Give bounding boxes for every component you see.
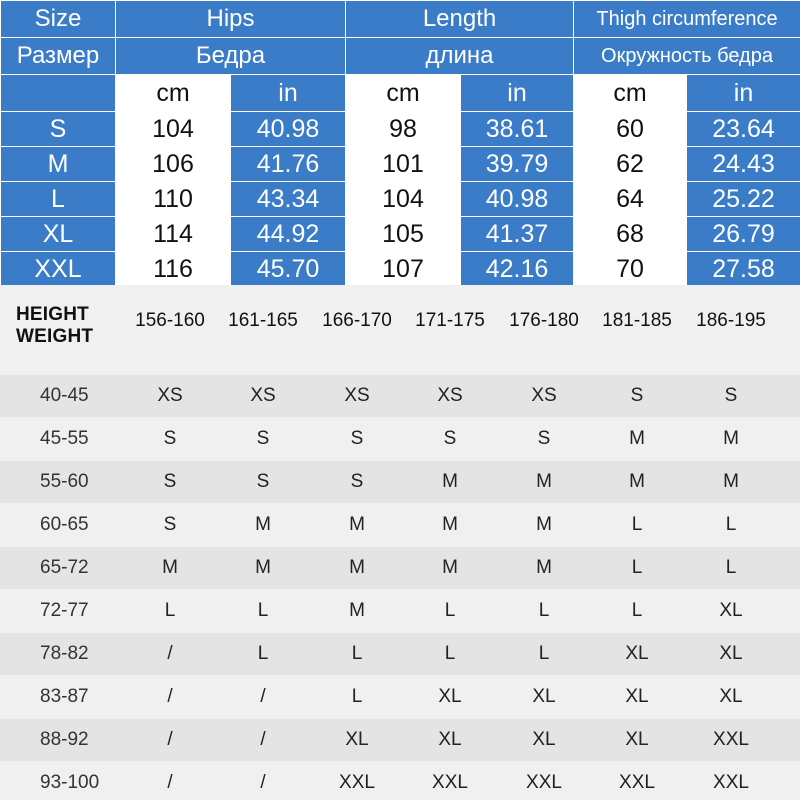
height-range: 166-170 (312, 310, 402, 332)
size-cell: S (592, 385, 682, 407)
size-cell: M (405, 557, 495, 579)
weight-range: 88-92 (40, 729, 89, 751)
size-cell: / (218, 729, 308, 751)
size-cell: XS (405, 385, 495, 407)
measurement-cell: 26.79 (687, 217, 800, 252)
size-header-ru: Размер (1, 38, 116, 75)
thigh-header-ru: Окружность бедра (574, 38, 800, 75)
measurement-cell: 116 (116, 252, 231, 287)
length-header: Length (346, 1, 574, 38)
fit-chart (0, 285, 800, 800)
size-cell: XXL (499, 772, 589, 794)
size-cell: S (218, 428, 308, 450)
measurement-cell: 60 (574, 112, 687, 147)
measurement-cell: 41.37 (461, 217, 574, 252)
size-cell: M (499, 471, 589, 493)
measurement-cell: 68 (574, 217, 687, 252)
weight-label: WEIGHT (16, 326, 93, 348)
weight-range: 93-100 (40, 772, 99, 794)
weight-range: 83-87 (40, 686, 89, 708)
fit-row (0, 719, 800, 761)
weight-range: 60-65 (40, 514, 89, 536)
measurement-cell: 45.70 (231, 252, 346, 287)
length-header-ru: длина (346, 38, 574, 75)
unit-cell: cm (346, 75, 461, 112)
size-cell: L (312, 643, 402, 665)
units-row (1, 75, 800, 112)
size-cell: S (218, 471, 308, 493)
measurement-cell: 114 (116, 217, 231, 252)
measurement-cell: 39.79 (461, 147, 574, 182)
size-cell: M (499, 514, 589, 536)
size-cell: L (125, 600, 215, 622)
measurement-cell: 38.61 (461, 112, 574, 147)
size-row (1, 147, 800, 182)
measurement-cell: 43.34 (231, 182, 346, 217)
weight-range: 55-60 (40, 471, 89, 493)
weight-range: 65-72 (40, 557, 89, 579)
height-label: HEIGHT (16, 304, 93, 326)
size-cell: L (686, 557, 776, 579)
hips-header-ru: Бедра (116, 38, 346, 75)
size-cell: XL (405, 729, 495, 751)
size-cell: XL (312, 729, 402, 751)
weight-range: 72-77 (40, 600, 89, 622)
size-table (0, 0, 800, 287)
size-label: M (1, 147, 116, 182)
size-row (1, 217, 800, 252)
size-cell: XS (218, 385, 308, 407)
size-cell: M (312, 557, 402, 579)
weight-range: 78-82 (40, 643, 89, 665)
fit-row (0, 676, 800, 718)
size-cell: XL (592, 643, 682, 665)
size-cell: S (499, 428, 589, 450)
size-cell: M (686, 428, 776, 450)
size-cell: L (592, 600, 682, 622)
thigh-header: Thigh circumference (574, 1, 800, 38)
size-cell: XXL (686, 729, 776, 751)
size-cell: / (218, 686, 308, 708)
size-cell: / (125, 729, 215, 751)
measurement-cell: 107 (346, 252, 461, 287)
size-cell: M (592, 471, 682, 493)
size-cell: M (218, 514, 308, 536)
height-range: 171-175 (405, 310, 495, 332)
size-cell: M (218, 557, 308, 579)
unit-cell: in (461, 75, 574, 112)
size-cell: / (125, 772, 215, 794)
unit-cell: cm (574, 75, 687, 112)
units-blank (1, 75, 116, 112)
size-cell: XXL (312, 772, 402, 794)
measurement-cell: 110 (116, 182, 231, 217)
measurement-cell: 44.92 (231, 217, 346, 252)
measurement-cell: 70 (574, 252, 687, 287)
size-cell: / (218, 772, 308, 794)
measurement-cell: 105 (346, 217, 461, 252)
header-row-en (1, 1, 800, 38)
weight-range: 40-45 (40, 385, 89, 407)
measurement-cell: 104 (116, 112, 231, 147)
size-cell: XL (499, 729, 589, 751)
size-label: S (1, 112, 116, 147)
header-row-ru (1, 38, 800, 75)
size-cell: M (592, 428, 682, 450)
measurement-cell: 101 (346, 147, 461, 182)
size-cell: XL (592, 729, 682, 751)
height-range: 176-180 (499, 310, 589, 332)
size-cell: M (686, 471, 776, 493)
fit-row (0, 461, 800, 503)
measurement-cell: 41.76 (231, 147, 346, 182)
fit-row (0, 375, 800, 417)
size-cell: / (125, 686, 215, 708)
height-range: 161-165 (218, 310, 308, 332)
hips-header: Hips (116, 1, 346, 38)
size-cell: L (592, 557, 682, 579)
size-cell: M (405, 514, 495, 536)
fit-row (0, 418, 800, 460)
measurement-cell: 25.22 (687, 182, 800, 217)
height-range: 156-160 (125, 310, 215, 332)
fit-row (0, 762, 800, 804)
fit-row (0, 504, 800, 546)
measurement-cell: 106 (116, 147, 231, 182)
size-label: L (1, 182, 116, 217)
height-weight-label (16, 304, 93, 348)
size-cell: L (499, 600, 589, 622)
size-cell: L (686, 514, 776, 536)
size-cell: XL (686, 600, 776, 622)
size-cell: XXL (592, 772, 682, 794)
size-label: XXL (1, 252, 116, 287)
size-cell: S (125, 514, 215, 536)
size-cell: S (686, 385, 776, 407)
size-cell: XL (499, 686, 589, 708)
fit-row (0, 590, 800, 632)
size-cell: XXL (405, 772, 495, 794)
measurement-cell: 98 (346, 112, 461, 147)
size-cell: XL (592, 686, 682, 708)
size-header: Size (1, 1, 116, 38)
measurement-cell: 62 (574, 147, 687, 182)
size-cell: L (405, 600, 495, 622)
size-cell: L (405, 643, 495, 665)
fit-row (0, 633, 800, 675)
size-cell: M (125, 557, 215, 579)
size-row (1, 252, 800, 287)
size-cell: M (312, 514, 402, 536)
size-row (1, 182, 800, 217)
size-cell: S (125, 428, 215, 450)
measurement-cell: 40.98 (231, 112, 346, 147)
unit-cell: cm (116, 75, 231, 112)
size-cell: S (312, 428, 402, 450)
size-cell: L (592, 514, 682, 536)
measurement-cell: 23.64 (687, 112, 800, 147)
size-row (1, 112, 800, 147)
unit-cell: in (231, 75, 346, 112)
size-cell: / (125, 643, 215, 665)
size-cell: M (499, 557, 589, 579)
measurement-cell: 42.16 (461, 252, 574, 287)
measurement-cell: 104 (346, 182, 461, 217)
measurement-cell: 24.43 (687, 147, 800, 182)
weight-range: 45-55 (40, 428, 89, 450)
size-cell: S (312, 471, 402, 493)
fit-row (0, 547, 800, 589)
size-cell: S (405, 428, 495, 450)
size-cell: L (312, 686, 402, 708)
size-cell: L (218, 643, 308, 665)
size-label: XL (1, 217, 116, 252)
height-header-row (0, 285, 800, 370)
size-cell: XL (405, 686, 495, 708)
size-cell: L (499, 643, 589, 665)
size-cell: XXL (686, 772, 776, 794)
size-cell: XS (125, 385, 215, 407)
size-cell: S (125, 471, 215, 493)
size-cell: M (405, 471, 495, 493)
height-range: 186-195 (686, 310, 776, 332)
measurement-cell: 40.98 (461, 182, 574, 217)
size-cell: XS (499, 385, 589, 407)
size-cell: XL (686, 686, 776, 708)
height-range: 181-185 (592, 310, 682, 332)
size-cell: XL (686, 643, 776, 665)
measurement-cell: 27.58 (687, 252, 800, 287)
size-cell: L (218, 600, 308, 622)
unit-cell: in (687, 75, 800, 112)
size-cell: XS (312, 385, 402, 407)
size-cell: M (312, 600, 402, 622)
measurement-cell: 64 (574, 182, 687, 217)
